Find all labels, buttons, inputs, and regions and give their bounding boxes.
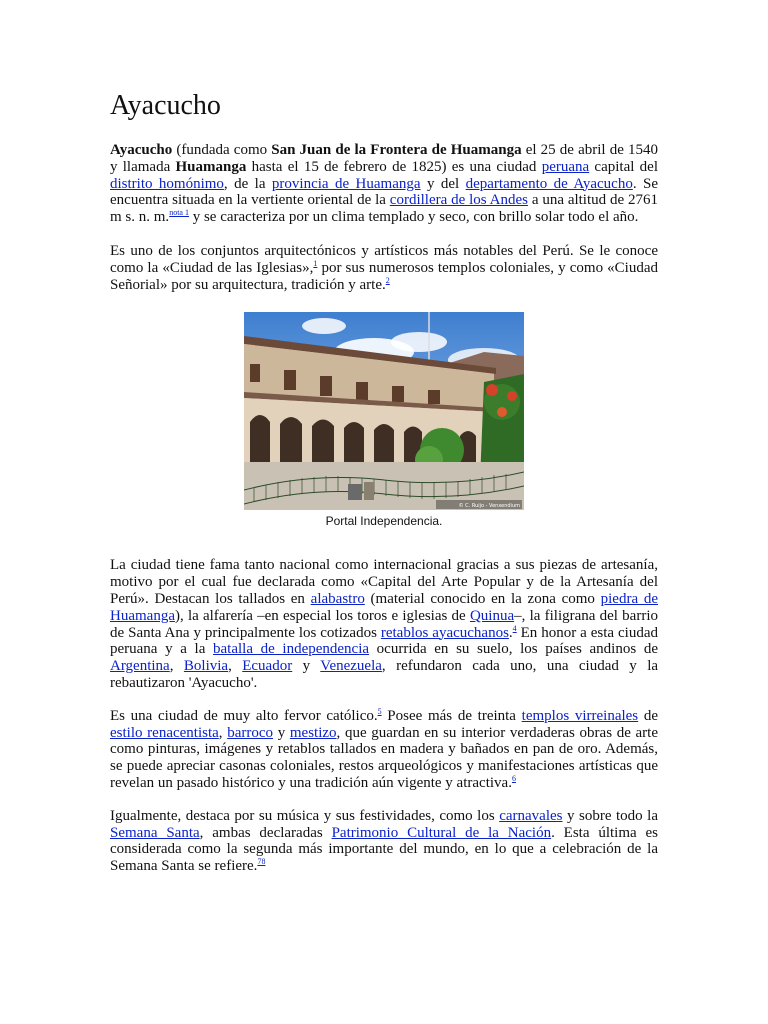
link-templos-virreinales[interactable]: templos virreinales [521,707,639,724]
link-batalla-independencia[interactable]: batalla de independencia [213,641,370,658]
text: de [638,707,658,724]
text: –, la filigrana del barrio de Santa Ana y principalmente los cotizados [110,607,658,641]
text: . Se encuentra situada en la vertiente oriental de la [110,175,659,209]
article [110,86,658,891]
footnote-78[interactable]: 78 [257,857,266,867]
text: En honor a esta ciudad peruana y a la [110,624,659,658]
text: La ciudad tiene fama tanto nacional como internacional gracias a sus piezas de artesanía, motivo por el cual fue declarada como «Capital del Arte Popular y de la Artesanía del Perú». Destacan los tallados en [110,557,658,607]
link-argentina[interactable]: Argentina [110,658,170,675]
link-piedra-huamanga[interactable]: piedra de Huamanga [110,590,659,624]
footnote-6[interactable]: 6 [511,773,516,783]
link-peruana[interactable]: peruana [541,158,590,175]
text: ocurrida en su suelo, los países andinos de [369,641,658,658]
bold-term: San Juan de la Frontera de Huamanga [271,142,522,158]
link-barroco[interactable]: barroco [227,724,274,741]
link-ecuador[interactable]: Ecuador [242,658,293,675]
figure [110,312,658,529]
link-bolivia[interactable]: Bolivia [183,658,229,675]
link-alabastro[interactable]: alabastro [310,590,365,607]
link-distrito-homonimo[interactable]: distrito homónimo [110,175,224,192]
text: a una altitud de 2761 m s. n. m. [110,192,658,226]
text: . [508,624,513,641]
text: y [292,658,321,675]
photo-watermark: © C. Ruijo - Venxendium [458,503,520,510]
text: , ambas declaradas [199,824,332,841]
link-semana-santa[interactable]: Semana Santa [110,824,200,841]
link-patrimonio-cultural[interactable]: Patrimonio Cultural de la Nación [331,824,552,841]
link-cordillera-andes[interactable]: cordillera de los Andes [389,192,528,209]
paragraph-festividades [110,808,658,875]
text: (fundada como [172,142,272,158]
portal-independencia-photo [244,312,524,510]
text: el 25 de abril de 1540 y llamada [110,142,658,175]
footnote-1[interactable]: 1 [313,258,318,268]
footnote-4[interactable]: 4 [512,623,517,633]
text: y del [420,175,466,192]
link-provincia-huamanga[interactable]: provincia de Huamanga [271,175,421,192]
text: por sus numerosos templos coloniales, y como «Ciudad Señorial» por su arquitectura, tradición y arte. [110,259,658,293]
text: , de la [223,175,272,192]
link-estilo-renacentista[interactable]: estilo renacentista [110,724,219,741]
paragraph-fervor [110,708,658,792]
page-title: Ayacucho [110,90,221,121]
link-quinua[interactable]: Quinua [469,607,515,624]
text: , [218,724,228,741]
text: ), la alfarería –en especial los toros e iglesias de [174,607,470,624]
link-departamento-ayacucho[interactable]: departamento de Ayacucho [465,175,633,192]
link-carnavales[interactable]: carnavales [499,807,563,824]
bold-term: Huamanga [175,158,247,175]
paragraph-intro [110,142,658,226]
text: y [273,724,290,741]
link-mestizo[interactable]: mestizo [289,724,337,741]
figure-caption: Portal Independencia. [325,514,443,529]
footnote-2[interactable]: 2 [385,275,390,285]
text: capital del [589,158,658,175]
link-retablos-ayacuchanos[interactable]: retablos ayacuchanos [380,624,509,641]
text: hasta el 15 de febrero de 1825) es una ciudad [246,158,542,175]
footnote-5[interactable]: 5 [377,706,382,716]
bold-term: Ayacucho [110,142,173,158]
text: , que guardan en su interior verdaderas obras de arte como pinturas, imágenes y retablos tallados en madera y bañados en pan de oro. Además, se puede apreciar casonas coloniales, restos arqueológicos y manifestaciones artísticas que revelan un pasado histórico y una tradición aún vigente y atractiva. [110,724,659,791]
text: Es uno de los conjuntos arquitectónicos y artísticos más notables del Perú. Se le conoce como la «Ciudad de las Iglesias», [110,242,658,276]
link-venezuela[interactable]: Venezuela [320,658,382,675]
text: (material conocido en la zona como [364,590,601,607]
text: Es una ciudad de muy alto fervor católico. [110,707,378,724]
text: Igualmente, destaca por su música y sus festividades, como los [110,807,500,824]
text: . Esta última es considerada como la segunda más importante del mundo, en lo que a celebración de la Semana Santa se refiere. [110,824,659,875]
footnote-nota-1[interactable]: nota 1 [169,208,189,218]
text: , [228,658,243,675]
text: , [169,658,184,675]
paragraph-artesania [110,557,658,691]
paragraph-conjuntos [110,243,658,293]
text: y se caracteriza por un clima templado y seco, con brillo solar todo el año. [188,209,639,226]
text: y sobre todo la [562,807,659,824]
text: , refundaron cada uno, una ciudad y la rebautizaron 'Ayacucho'. [110,658,659,691]
text: Posee más de treinta [381,707,522,724]
